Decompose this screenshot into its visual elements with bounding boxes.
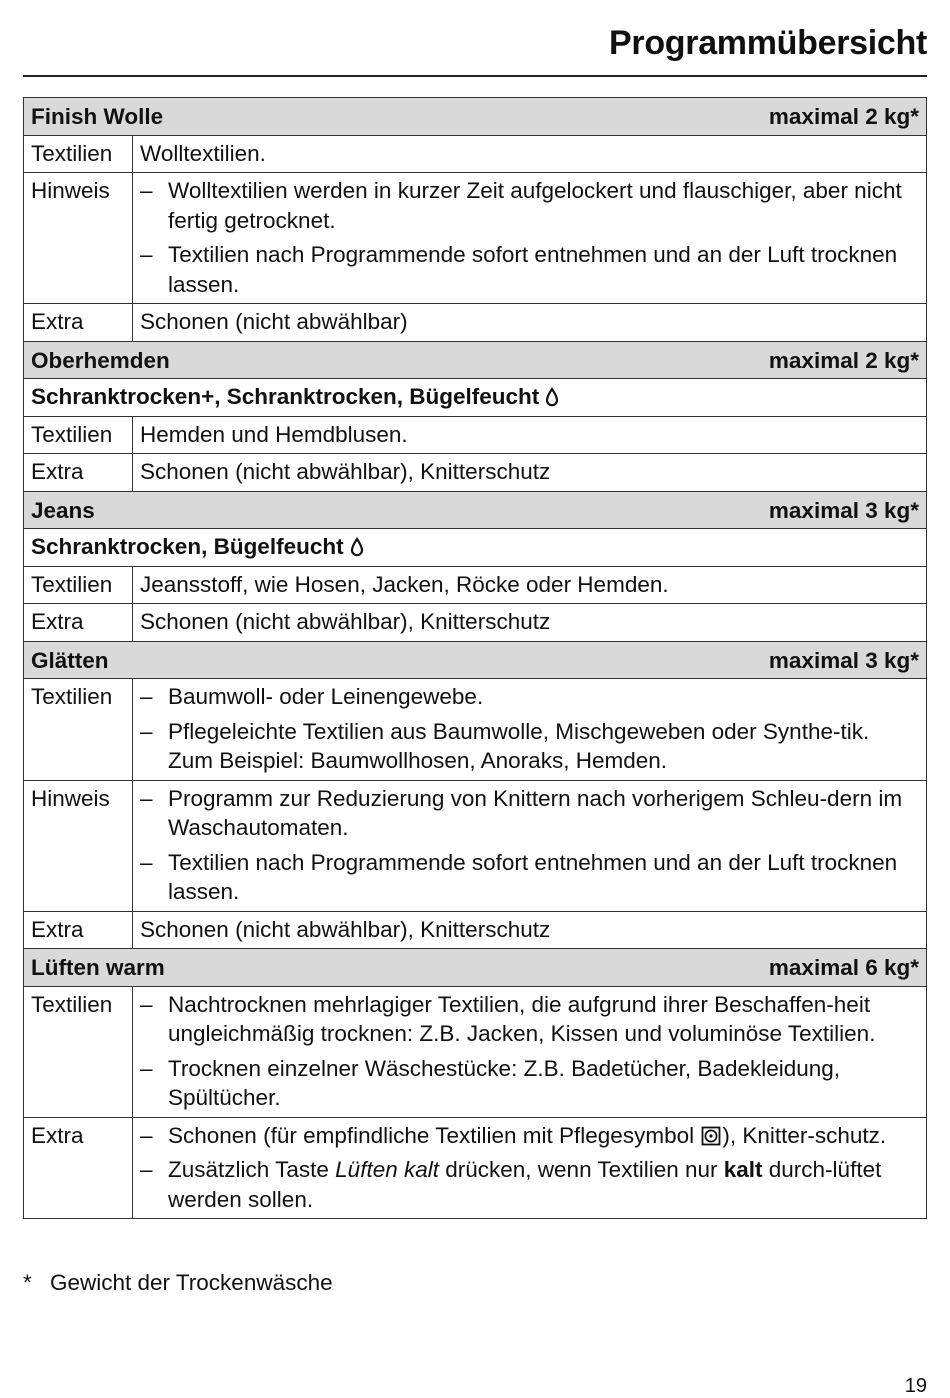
row-label: Textilien <box>24 986 133 1117</box>
list-item: – Textilien nach Programmende sofort entnehmen und an der Luft trocknen lassen. <box>140 848 919 907</box>
list-item <box>140 1121 919 1151</box>
table-row <box>24 416 927 454</box>
water-drop-icon <box>545 387 559 407</box>
program-max-load: maximal 3 kg* <box>768 647 919 673</box>
dash-list <box>140 990 919 1113</box>
footnote-marker: * <box>23 1270 32 1295</box>
row-label: Extra <box>24 1117 133 1219</box>
table-row <box>24 1117 927 1219</box>
row-label: Textilien <box>24 135 133 173</box>
program-max-load: maximal 6 kg* <box>768 955 919 980</box>
program-name: Glätten <box>31 647 109 673</box>
list-item <box>140 1155 919 1214</box>
program-header-finish-wolle <box>24 98 927 136</box>
row-label: Hinweis <box>24 780 133 911</box>
dash-list <box>140 784 919 907</box>
row-label: Textilien <box>24 566 133 604</box>
drying-levels: Schranktrocken+, Schranktrocken, Bügelfeucht <box>31 384 540 409</box>
page-number: 19 <box>904 1375 927 1397</box>
text-segment: Schonen (für empfindliche Textilien mit Pflegesymbol <box>168 1122 701 1148</box>
table-row <box>24 454 927 492</box>
table-row <box>24 304 927 342</box>
list-item: – Wolltextilien werden in kurzer Zeit aufgelockert und flauschiger, aber nicht fertig getrocknet. <box>140 176 919 235</box>
footnote <box>23 1270 333 1296</box>
row-label: Textilien <box>24 416 133 454</box>
table-row <box>24 135 927 173</box>
row-text: Hemden und Hemdblusen. <box>133 416 927 454</box>
program-header-glaetten <box>24 641 927 679</box>
table-row <box>24 173 927 304</box>
program-name: Jeans <box>31 497 95 523</box>
dash-list <box>140 1121 919 1215</box>
table-row <box>24 780 927 911</box>
drying-levels: Schranktrocken, Bügelfeucht <box>31 534 344 559</box>
program-max-load: maximal 2 kg* <box>768 104 919 129</box>
list-item: – Nachtrocknen mehrlagiger Textilien, die aufgrund ihrer Beschaffen-heit ungleichmäßig trocknen: Z.B. Jacken, Kissen und voluminöse Textilien. <box>140 990 919 1049</box>
text-segment: ), Knitter-schutz. <box>722 1122 887 1148</box>
button-name-lueften-kalt: Lüften kalt <box>335 1157 439 1182</box>
text-segment: drücken, wenn Textilien nur <box>439 1157 724 1182</box>
program-table <box>23 97 927 1219</box>
row-text: Schonen (nicht abwählbar), Knitterschutz <box>133 911 927 949</box>
drying-levels-row <box>24 529 927 567</box>
program-header-oberhemden <box>24 341 927 379</box>
text-segment: durch-lüftet werden sollen. <box>168 1157 882 1212</box>
row-label: Hinweis <box>24 173 133 304</box>
row-label: Textilien <box>24 679 133 781</box>
footnote-text: Gewicht der Trockenwäsche <box>50 1270 333 1295</box>
program-name: Finish Wolle <box>31 104 164 129</box>
row-text: Schonen (nicht abwählbar), Knitterschutz <box>133 604 927 642</box>
list-item: – Textilien nach Programmende sofort entnehmen und an der Luft trocknen lassen. <box>140 240 919 299</box>
dash-list <box>140 176 919 299</box>
program-max-load: maximal 3 kg* <box>768 497 919 523</box>
list-item: – Baumwoll- oder Leinengewebe. <box>140 682 919 712</box>
text-segment: Zusätzlich Taste <box>168 1157 336 1182</box>
table-row <box>24 986 927 1117</box>
emphasis-kalt: kalt <box>723 1157 763 1182</box>
program-header-lueften-warm <box>24 949 927 987</box>
table-row <box>24 679 927 781</box>
row-text: Wolltextilien. <box>133 135 927 173</box>
row-label: Extra <box>24 304 133 342</box>
row-text: Jeansstoff, wie Hosen, Jacken, Röcke oder Hemden. <box>133 566 927 604</box>
list-item: – Programm zur Reduzierung von Knittern nach vorherigem Schleu-dern im Waschautomaten. <box>140 784 919 843</box>
row-label: Extra <box>24 604 133 642</box>
row-text: Schonen (nicht abwählbar), Knitterschutz <box>133 454 927 492</box>
program-name: Lüften warm <box>31 955 165 980</box>
tumble-dry-care-symbol-icon <box>701 1126 721 1146</box>
row-text: Schonen (nicht abwählbar) <box>133 304 927 342</box>
program-max-load: maximal 2 kg* <box>768 347 919 373</box>
table-row <box>24 604 927 642</box>
program-name: Oberhemden <box>31 347 170 373</box>
list-item: – Trocknen einzelner Wäschestücke: Z.B. Badetücher, Badekleidung, Spültücher. <box>140 1054 919 1113</box>
table-row <box>24 911 927 949</box>
row-label: Extra <box>24 911 133 949</box>
page-title: Programmübersicht <box>609 24 927 62</box>
title-divider <box>23 75 927 77</box>
row-label: Extra <box>24 454 133 492</box>
drying-levels-row <box>24 379 927 417</box>
program-header-jeans <box>24 491 927 529</box>
list-item: – Pflegeleichte Textilien aus Baumwolle, Mischgeweben oder Synthe-tik. Zum Beispiel: Baumwollhosen, Anoraks, Hemden. <box>140 717 919 776</box>
table-row <box>24 566 927 604</box>
dash-list <box>140 682 919 776</box>
water-drop-icon <box>350 537 364 557</box>
